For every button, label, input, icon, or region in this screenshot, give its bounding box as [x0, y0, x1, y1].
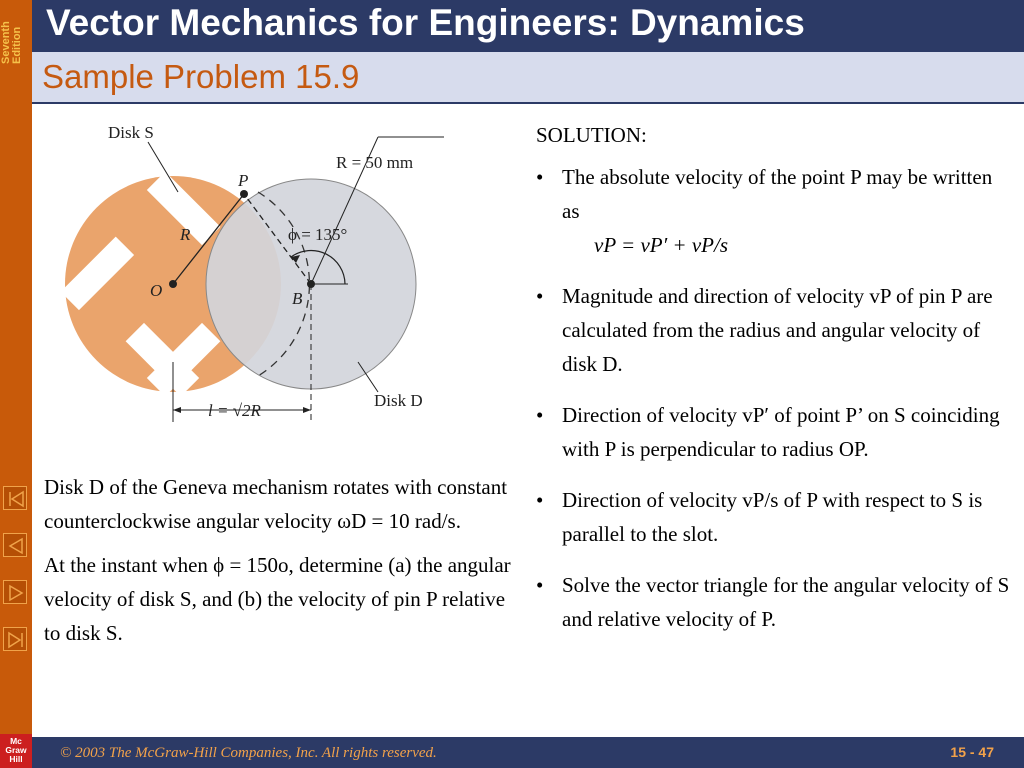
label-radius: R = 50 mm: [336, 153, 414, 172]
sidebar: [0, 0, 32, 768]
first-slide-icon: [6, 489, 26, 509]
previous-slide-icon: [6, 536, 26, 556]
label-l: l = √2R: [208, 401, 261, 420]
label-o: O: [150, 281, 163, 300]
solution-bullet-4: [536, 483, 1014, 551]
label-disk-s: Disk S: [108, 123, 154, 142]
solution-bullet-3: [536, 398, 1014, 466]
solution-heading: SOLUTION:: [536, 123, 647, 147]
first-slide-button[interactable]: [3, 486, 27, 510]
label-p: P: [238, 171, 249, 190]
bullet-text: Direction of velocity vP/s of P with respect to S is parallel to the slot.: [562, 488, 983, 546]
next-slide-icon: [6, 583, 26, 603]
bullet-dot: •: [536, 165, 544, 189]
footer-bar: [32, 737, 1024, 768]
edition-label: [1, 2, 31, 64]
point-p: [240, 190, 248, 198]
l-arrow-left: [173, 407, 181, 413]
slide-subtitle: Sample Problem 15.9: [42, 58, 360, 95]
solution-bullet-2: [536, 279, 1014, 381]
copyright-text: © 2003 The McGraw-Hill Companies, Inc. All rights reserved.: [60, 745, 437, 761]
previous-slide-button[interactable]: [3, 533, 27, 557]
bullet-text: The absolute velocity of the point P may be written as: [562, 165, 993, 223]
solution-bullet-1: [536, 160, 1014, 262]
problem-paragraph-1: Disk D of the Geneva mechanism rotates with constant counterclockwise angular velocity ωD = 10 rad/s.: [44, 475, 508, 533]
page-title: Vector Mechanics for Engineers: Dynamics: [46, 2, 805, 43]
last-slide-button[interactable]: [3, 627, 27, 651]
subtitle-bar: [32, 52, 1024, 104]
bullet-text: Magnitude and direction of velocity vP of pin P are calculated from the radius and angular velocity of disk D.: [562, 284, 993, 376]
point-o: [169, 280, 177, 288]
label-phi: ϕ = 135°: [288, 225, 348, 244]
problem-paragraph-2: At the instant when ϕ = 150o, determine (a) the angular velocity of disk S, and (b) the velocity of pin P relative to disk S.: [44, 553, 511, 645]
bullet-dot: •: [536, 403, 544, 427]
bullet-dot: •: [536, 488, 544, 512]
bullet-text: Solve the vector triangle for the angular velocity of S and relative velocity of P.: [562, 573, 1010, 631]
bullet-dot: •: [536, 284, 544, 308]
label-b: B: [292, 289, 303, 308]
geneva-mechanism-figure: [48, 112, 468, 432]
logo-line-2: Graw: [5, 745, 27, 755]
edition-line-2: Edition: [11, 26, 23, 64]
publisher-logo: [0, 734, 32, 768]
logo-line-1: Mc: [10, 736, 22, 746]
problem-statement: [44, 470, 522, 660]
next-slide-button[interactable]: [3, 580, 27, 604]
solution-panel: [536, 118, 1014, 653]
solution-bullet-5: [536, 568, 1014, 636]
bullet-text: Direction of velocity vP′ of point P’ on S coinciding with P is perpendicular to radius OP.: [562, 403, 1000, 461]
title-bar: [32, 0, 1024, 52]
page-number: 15 - 47: [950, 744, 994, 760]
label-disk-d: Disk D: [374, 391, 423, 410]
point-b: [307, 280, 315, 288]
edition-line-1: Seventh: [0, 21, 12, 64]
bullet-dot: •: [536, 573, 544, 597]
label-r: R: [180, 225, 191, 244]
l-arrow-right: [303, 407, 311, 413]
logo-line-3: Hill: [9, 754, 23, 764]
last-slide-icon: [6, 630, 26, 650]
velocity-equation: vP = vP′ + vP/s: [594, 233, 729, 257]
